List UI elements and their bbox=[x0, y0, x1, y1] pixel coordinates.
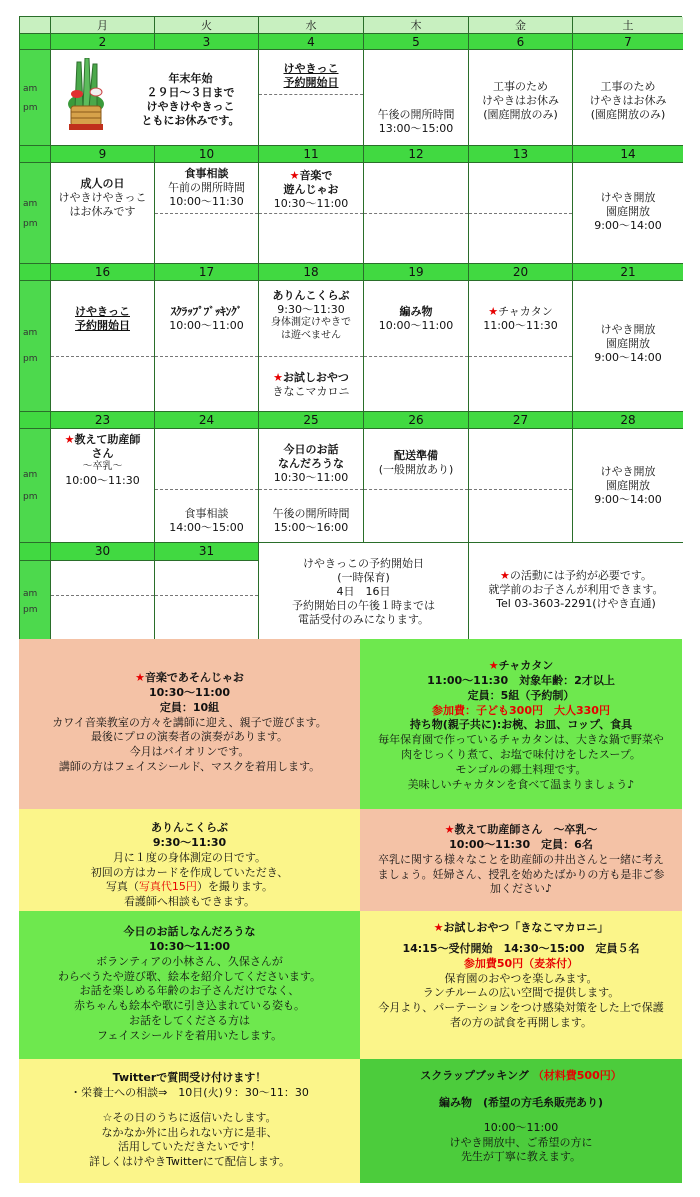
weekday-mon: 月 bbox=[51, 17, 155, 34]
day-cell-mon-30 bbox=[51, 561, 155, 640]
wed11-line: 遊んじゃお bbox=[283, 183, 339, 197]
ampm-divider bbox=[364, 489, 468, 490]
newyear-cell bbox=[51, 50, 259, 146]
date-cell: 25 bbox=[259, 412, 364, 429]
music-title: 音楽であそんじゃお bbox=[144, 671, 244, 684]
wed25-line: 10:30〜11:00 bbox=[273, 471, 349, 485]
music-time: 10:30〜11:00 bbox=[148, 685, 231, 699]
newyear-line: 年末年始 bbox=[168, 72, 213, 85]
date-cell: 9 bbox=[51, 146, 155, 163]
date-cell: 28 bbox=[573, 412, 683, 429]
sat21-text bbox=[573, 323, 683, 365]
mon9-line: 成人の日 bbox=[80, 177, 125, 190]
fri20-text bbox=[469, 305, 572, 333]
star-mark: ★ bbox=[433, 921, 444, 934]
day-cell-fri-6 bbox=[469, 50, 573, 146]
chakatan-time: 11:00〜11:30 対象年齢：2才以上 bbox=[427, 673, 615, 687]
arinko-event-box bbox=[19, 809, 360, 911]
day-cell-fri-13 bbox=[469, 163, 573, 264]
wed4-line: けやきっこ bbox=[283, 62, 339, 75]
star-mark: ★ bbox=[488, 305, 499, 318]
chakatan-line: 肉をじっくり煮て、お塩で味付けをしたスープ。 bbox=[401, 748, 641, 762]
wed18-line: 9:30〜11:30 bbox=[277, 303, 345, 317]
day-cell-tue-31 bbox=[155, 561, 259, 640]
sat14-text bbox=[573, 191, 683, 233]
ohanashi-event-box bbox=[19, 911, 360, 1059]
day-cell-thu-12 bbox=[364, 163, 469, 264]
date-cell: 31 bbox=[155, 543, 259, 561]
wed25-line: なんだろうな bbox=[278, 457, 344, 471]
sat14-line: けやき開放 bbox=[600, 191, 656, 204]
newyear-line: ともにお休みです。 bbox=[141, 114, 240, 128]
date-cell: 24 bbox=[155, 412, 259, 429]
oyatsu-line: 者の方の試食を再開します。 bbox=[449, 1016, 593, 1030]
date-cell: 14 bbox=[573, 146, 683, 163]
wed18-line: きなこマカロニ bbox=[272, 385, 350, 399]
ohanashi-line: 赤ちゃんも絵本や歌に引き込まれている姿も。 bbox=[74, 999, 305, 1013]
ampm-divider bbox=[469, 356, 572, 357]
oyatsu-title: お試しおやつ「きなこマカロニ」 bbox=[443, 921, 609, 934]
chakatan-line: 毎年保育園で作っているチャカタンは、大きな鍋で野菜や bbox=[378, 733, 664, 747]
day-cell-wed-11 bbox=[259, 163, 364, 264]
ampm-divider bbox=[155, 489, 258, 490]
date-cell: 16 bbox=[51, 264, 155, 281]
day-cell-thu-26 bbox=[364, 429, 469, 543]
chakatan-capacity: 定員：5組（予約制） bbox=[467, 688, 575, 702]
ohanashi-line: お話をしてくださる方は bbox=[129, 1014, 250, 1028]
wed18-am-text bbox=[259, 289, 363, 343]
thu26-text bbox=[364, 449, 468, 477]
note-line: けやきっこの予約開始日 bbox=[303, 557, 424, 570]
josanshi-line: ましょう。妊婦さん、授乳を始めたばかりの方も是非ご参 bbox=[377, 867, 665, 881]
thu5-line: 午後の開所時間 bbox=[377, 108, 455, 121]
wed18-line: は遊べません bbox=[281, 329, 341, 341]
sat21-line: けやき開放 bbox=[600, 323, 656, 336]
chakatan-title: チャカタン bbox=[498, 659, 554, 672]
ampm-divider bbox=[259, 356, 363, 357]
wed4-link bbox=[259, 62, 363, 90]
sat7-line: けやきはお休み bbox=[589, 94, 667, 108]
scrap-line: けやき開放中、ご希望の方に bbox=[449, 1135, 593, 1149]
date-cell: 30 bbox=[51, 543, 155, 561]
am-label: am bbox=[23, 589, 38, 600]
note-line: の活動には予約が必要です。 bbox=[509, 569, 652, 582]
twitter-line: 活用していただきたいです！ bbox=[118, 1140, 261, 1154]
weekday-tue: 火 bbox=[155, 17, 259, 34]
weekday-fri: 金 bbox=[469, 17, 573, 34]
date-cell: 7 bbox=[573, 34, 683, 50]
wed18-line: 身体測定けやきで bbox=[271, 317, 351, 329]
ampm-divider bbox=[259, 213, 363, 214]
mon23-line: 10:00〜11:30 bbox=[65, 473, 140, 487]
thu19-line: 10:00〜11:00 bbox=[378, 319, 454, 333]
arinko-photo-post: ）を撮ります。 bbox=[196, 880, 274, 894]
ampm-divider bbox=[51, 595, 154, 596]
day-cell-sat-21 bbox=[573, 281, 683, 412]
date-row-spacer bbox=[20, 412, 51, 429]
am-label: am bbox=[23, 199, 38, 209]
tue10-line: 10:00〜11:30 bbox=[169, 195, 244, 209]
chakatan-fee: 参加費：子ども300円 大人330円 bbox=[432, 703, 610, 717]
thu26-line: 配送準備 bbox=[394, 449, 438, 462]
knit-title: 編み物 (希望の方毛糸販売あり) bbox=[438, 1095, 604, 1109]
twitter-line: 詳しくはけやきTwitterにて配信します。 bbox=[89, 1155, 290, 1169]
twitter-line: ☆その日のうちに返信いたします。 bbox=[102, 1110, 277, 1124]
tue10-line: 食事相談 bbox=[184, 167, 229, 180]
day-cell-sat-7 bbox=[573, 50, 683, 146]
pm-label: pm bbox=[23, 492, 38, 503]
pm-label: pm bbox=[23, 103, 38, 114]
ohanashi-title: 今日のお話しなんだろうな bbox=[123, 925, 256, 938]
arinko-line: 月に１度の身体測定の日です。 bbox=[112, 850, 267, 864]
newyear-line: けやきけやきっこ bbox=[146, 100, 235, 114]
date-cell: 23 bbox=[51, 412, 155, 429]
weekday-thu: 木 bbox=[364, 17, 469, 34]
twitter-consult: ・栄養士への相談⇒ 10日(火)９：30〜11：30 bbox=[70, 1085, 309, 1099]
date-cell: 4 bbox=[259, 34, 364, 50]
sat7-text bbox=[573, 80, 683, 122]
music-line: 最後にプロの演奏者の演奏があります。 bbox=[90, 730, 289, 744]
ampm-divider bbox=[469, 489, 572, 490]
day-cell-thu-19 bbox=[364, 281, 469, 412]
date-cell: 19 bbox=[364, 264, 469, 281]
twitter-title: Twitterで質問受け付けます！ bbox=[112, 1071, 267, 1084]
wed18-line: お試しおやつ bbox=[282, 371, 349, 384]
corner-header bbox=[20, 17, 51, 34]
day-cell-tue-24 bbox=[155, 429, 259, 543]
date-cell: 6 bbox=[469, 34, 573, 50]
date-row-spacer bbox=[20, 264, 51, 281]
date-row-spacer bbox=[20, 543, 51, 561]
star-mark: ★ bbox=[273, 371, 283, 384]
date-cell: 21 bbox=[573, 264, 683, 281]
music-event-box bbox=[19, 639, 360, 809]
date-cell: 18 bbox=[259, 264, 364, 281]
newyear-line: ２９日〜３日まで bbox=[146, 86, 235, 100]
ampm-label bbox=[20, 281, 51, 412]
ohanashi-time: 10:30〜11:00 bbox=[148, 939, 231, 953]
pm-label: pm bbox=[23, 353, 38, 364]
sat21-line: 園庭開放 bbox=[606, 337, 650, 351]
sat28-line: けやき開放 bbox=[600, 465, 656, 478]
mon9-text bbox=[51, 177, 154, 219]
tue24-line: 14:00〜15:00 bbox=[169, 521, 244, 535]
reservation-note bbox=[259, 543, 469, 640]
tue10-line: 午前の開所時間 bbox=[168, 181, 245, 195]
josanshi-line: 卒乳に関する様々なことを助産師の井出さんと一緒に考え bbox=[378, 852, 664, 866]
day-cell-wed-18 bbox=[259, 281, 364, 412]
chakatan-line: 美味しいチャカタンを食べて温まりましょう♪ bbox=[407, 777, 635, 791]
ampm-label bbox=[20, 50, 51, 146]
wed18-pm-text bbox=[259, 371, 363, 399]
star-mark: ★ bbox=[488, 659, 499, 672]
oyatsu-line: ランチルームの広い空間で提供します。 bbox=[422, 986, 620, 1000]
josanshi-time: 10:00〜11:30 定員：6名 bbox=[449, 837, 593, 851]
note-line: (一時保育) bbox=[337, 571, 390, 585]
ampm-label bbox=[20, 163, 51, 264]
arinko-title: ありんこくらぶ bbox=[151, 821, 228, 834]
weekday-sat: 土 bbox=[573, 17, 683, 34]
ohanashi-line: ボランティアの小林さん、久保さんが bbox=[96, 954, 283, 968]
date-cell: 27 bbox=[469, 412, 573, 429]
mon23-line: さん bbox=[91, 447, 114, 461]
oyatsu-time: 14:15〜受付開始 14:30〜15:00 定員５名 bbox=[402, 941, 640, 955]
tue24-text bbox=[155, 507, 258, 535]
mon16-line: 予約開始日 bbox=[75, 319, 130, 333]
date-cell: 2 bbox=[51, 34, 155, 50]
sat28-line: 園庭開放 bbox=[606, 479, 650, 493]
arinko-line: 初回の方はカードを作成していただき、 bbox=[90, 865, 289, 879]
reservation-note-text bbox=[259, 557, 468, 627]
ampm-divider bbox=[259, 489, 363, 490]
tue17-line: 10:00〜11:00 bbox=[169, 319, 244, 333]
booking-note-text bbox=[469, 569, 683, 611]
scrap-time: 10:00〜11:00 bbox=[483, 1120, 559, 1134]
day-cell-wed-4 bbox=[259, 50, 364, 146]
wed4-line: 予約開始日 bbox=[283, 76, 339, 90]
date-cell: 10 bbox=[155, 146, 259, 163]
thu19-text bbox=[364, 305, 468, 333]
star-mark: ★ bbox=[135, 671, 145, 684]
scrap-line: 先生が丁寧に教えます。 bbox=[460, 1150, 582, 1164]
oyatsu-line: 今月より、パーテーションをつけ感染対策をした上で保護 bbox=[378, 1001, 664, 1015]
arinko-line: 看護師へ相談もできます。 bbox=[123, 895, 256, 909]
oyatsu-event-box bbox=[360, 911, 682, 1059]
date-cell: 17 bbox=[155, 264, 259, 281]
am-label: am bbox=[23, 327, 38, 338]
date-row-spacer bbox=[20, 146, 51, 163]
tue17-text bbox=[155, 305, 258, 333]
thu5-text bbox=[364, 108, 468, 136]
wed25-line: 15:00〜16:00 bbox=[273, 521, 349, 535]
tue10-text bbox=[155, 167, 258, 209]
am-label: am bbox=[23, 469, 38, 480]
fri6-line: 工事のため bbox=[493, 80, 548, 93]
tue24-line: 食事相談 bbox=[184, 507, 229, 520]
fri20-line: 11:00〜11:30 bbox=[483, 319, 558, 333]
tue17-line: ｽｸﾗｯﾌﾟﾌﾞｯｷﾝｸﾞ bbox=[170, 305, 243, 318]
scrap-title: スクラップブッキング bbox=[420, 1069, 529, 1082]
day-cell-tue-10 bbox=[155, 163, 259, 264]
scrap-knit-event-box bbox=[360, 1059, 682, 1183]
day-cell-sat-28 bbox=[573, 429, 683, 543]
booking-note bbox=[469, 543, 683, 640]
ampm-divider bbox=[155, 356, 258, 357]
phone-number: Tel 03-3603-2291(けやき直通) bbox=[496, 597, 656, 611]
mon23-line: 〜卒乳〜 bbox=[82, 461, 123, 473]
josanshi-event-box bbox=[360, 809, 682, 911]
sat7-line: 工事のため bbox=[600, 80, 656, 93]
wed11-line: 10:30〜11:00 bbox=[273, 197, 349, 211]
wed25-am-text bbox=[259, 443, 363, 485]
fri6-line: けやきはお休み bbox=[482, 94, 559, 108]
mon9-line: けやきけやきっこ bbox=[58, 191, 147, 205]
thu19-line: 編み物 bbox=[399, 305, 433, 318]
mon16-text bbox=[51, 305, 154, 333]
monthly-calendar bbox=[19, 16, 682, 639]
wed25-line: 午後の開所時間 bbox=[272, 507, 350, 520]
ampm-divider bbox=[155, 213, 258, 214]
twitter-event-box bbox=[19, 1059, 360, 1183]
music-capacity: 定員：10組 bbox=[159, 700, 220, 714]
ampm-divider bbox=[469, 213, 572, 214]
star-mark: ★ bbox=[444, 823, 455, 836]
date-row-spacer bbox=[20, 34, 51, 50]
sat21-line: 9:00〜14:00 bbox=[594, 351, 662, 365]
ampm-label bbox=[20, 429, 51, 543]
music-line: 今月はバイオリンです。 bbox=[129, 745, 250, 759]
fri6-text bbox=[469, 80, 572, 122]
ohanashi-line: お話を楽しめる年齢のお子さんだけでなく、 bbox=[79, 984, 300, 998]
thu26-line: (一般開放あり) bbox=[378, 463, 454, 477]
chakatan-line: モンゴルの郷土料理です。 bbox=[455, 762, 587, 776]
thu5-line: 13:00〜15:00 bbox=[378, 122, 454, 136]
music-line: カワイ音楽教室の方々を講師に迎え、親子で遊びます。 bbox=[52, 715, 327, 729]
ampm-divider bbox=[51, 356, 154, 357]
newyear-text bbox=[123, 72, 258, 128]
date-cell: 3 bbox=[155, 34, 259, 50]
date-cell: 20 bbox=[469, 264, 573, 281]
wed11-line: 音楽で bbox=[299, 169, 333, 182]
fri6-line: (園庭開放のみ) bbox=[483, 108, 558, 122]
twitter-line: なかなか外に出られない方に是非、 bbox=[101, 1125, 278, 1139]
date-cell: 12 bbox=[364, 146, 469, 163]
ampm-divider bbox=[364, 356, 468, 357]
mon23-text bbox=[51, 433, 154, 488]
oyatsu-line: 保育園のおやつを楽しみます。 bbox=[444, 971, 598, 985]
ohanashi-line: わらべうたや遊び歌、絵本を紹介してくださいます。 bbox=[57, 969, 322, 983]
day-cell-mon-9 bbox=[51, 163, 155, 264]
day-cell-mon-16 bbox=[51, 281, 155, 412]
star-mark: ★ bbox=[500, 569, 510, 582]
ampm-label bbox=[20, 561, 51, 640]
star-mark: ★ bbox=[289, 169, 300, 182]
day-cell-sat-14 bbox=[573, 163, 683, 264]
pm-label: pm bbox=[23, 219, 38, 229]
josanshi-line: 加ください♪ bbox=[489, 882, 553, 896]
chakatan-bring: 持ち物(親子共に):お椀、お皿、コップ、食具 bbox=[409, 718, 633, 732]
mon23-line: 教えて助産師 bbox=[74, 433, 141, 446]
day-cell-mon-23 bbox=[51, 429, 155, 543]
ampm-divider bbox=[364, 213, 468, 214]
sat7-line: (園庭開放のみ) bbox=[590, 108, 666, 122]
wed25-pm-text bbox=[259, 507, 363, 535]
day-cell-fri-27 bbox=[469, 429, 573, 543]
ampm-divider bbox=[155, 595, 258, 596]
date-cell: 11 bbox=[259, 146, 364, 163]
kadomatsu-icon bbox=[63, 58, 109, 132]
wed25-line: 今日のお話 bbox=[283, 443, 339, 456]
mon9-line: はお休みです bbox=[69, 205, 136, 219]
date-cell: 26 bbox=[364, 412, 469, 429]
wed11-text bbox=[259, 169, 363, 211]
day-cell-wed-25 bbox=[259, 429, 364, 543]
music-line: 講師の方はフェイスシールド、マスクを着用します。 bbox=[58, 760, 321, 774]
note-line: 予約開始日の午後１時までは bbox=[292, 599, 435, 613]
arinko-photo-pre: 写真（ bbox=[105, 880, 139, 894]
pm-label: pm bbox=[23, 605, 38, 616]
day-cell-thu-5 bbox=[364, 50, 469, 146]
sat28-line: 9:00〜14:00 bbox=[594, 493, 662, 507]
mon16-line: けやきっこ bbox=[75, 305, 130, 318]
sat14-line: 園庭開放 bbox=[606, 205, 650, 219]
sat28-text bbox=[573, 465, 683, 507]
wed18-line: ありんこくらぶ bbox=[272, 289, 350, 302]
arinko-time: 9:30〜11:30 bbox=[152, 835, 227, 849]
am-label: am bbox=[23, 84, 38, 95]
day-cell-tue-17 bbox=[155, 281, 259, 412]
date-cell: 5 bbox=[364, 34, 469, 50]
oyatsu-fee: 参加費50円（麦茶付） bbox=[463, 956, 579, 970]
day-cell-fri-20 bbox=[469, 281, 573, 412]
scrap-fee: （材料費500円） bbox=[532, 1069, 622, 1082]
note-line: 電話受付のみになります。 bbox=[297, 613, 430, 627]
sat14-line: 9:00〜14:00 bbox=[594, 219, 662, 233]
note-line: 4日 16日 bbox=[336, 585, 391, 599]
ampm-divider bbox=[259, 94, 363, 95]
fri20-line: チャカタン bbox=[498, 305, 553, 318]
date-cell: 13 bbox=[469, 146, 573, 163]
weekday-wed: 水 bbox=[259, 17, 364, 34]
chakatan-event-box bbox=[360, 639, 682, 809]
arinko-photo-fee: 写真代15円 bbox=[138, 880, 197, 894]
josanshi-title: 教えて助産師さん 〜卒乳〜 bbox=[454, 823, 598, 836]
note-line: 就学前のお子さんが利用できます。 bbox=[488, 583, 664, 597]
star-mark: ★ bbox=[64, 433, 75, 446]
ohanashi-line: フェイスシールドを着用いたします。 bbox=[96, 1028, 283, 1042]
